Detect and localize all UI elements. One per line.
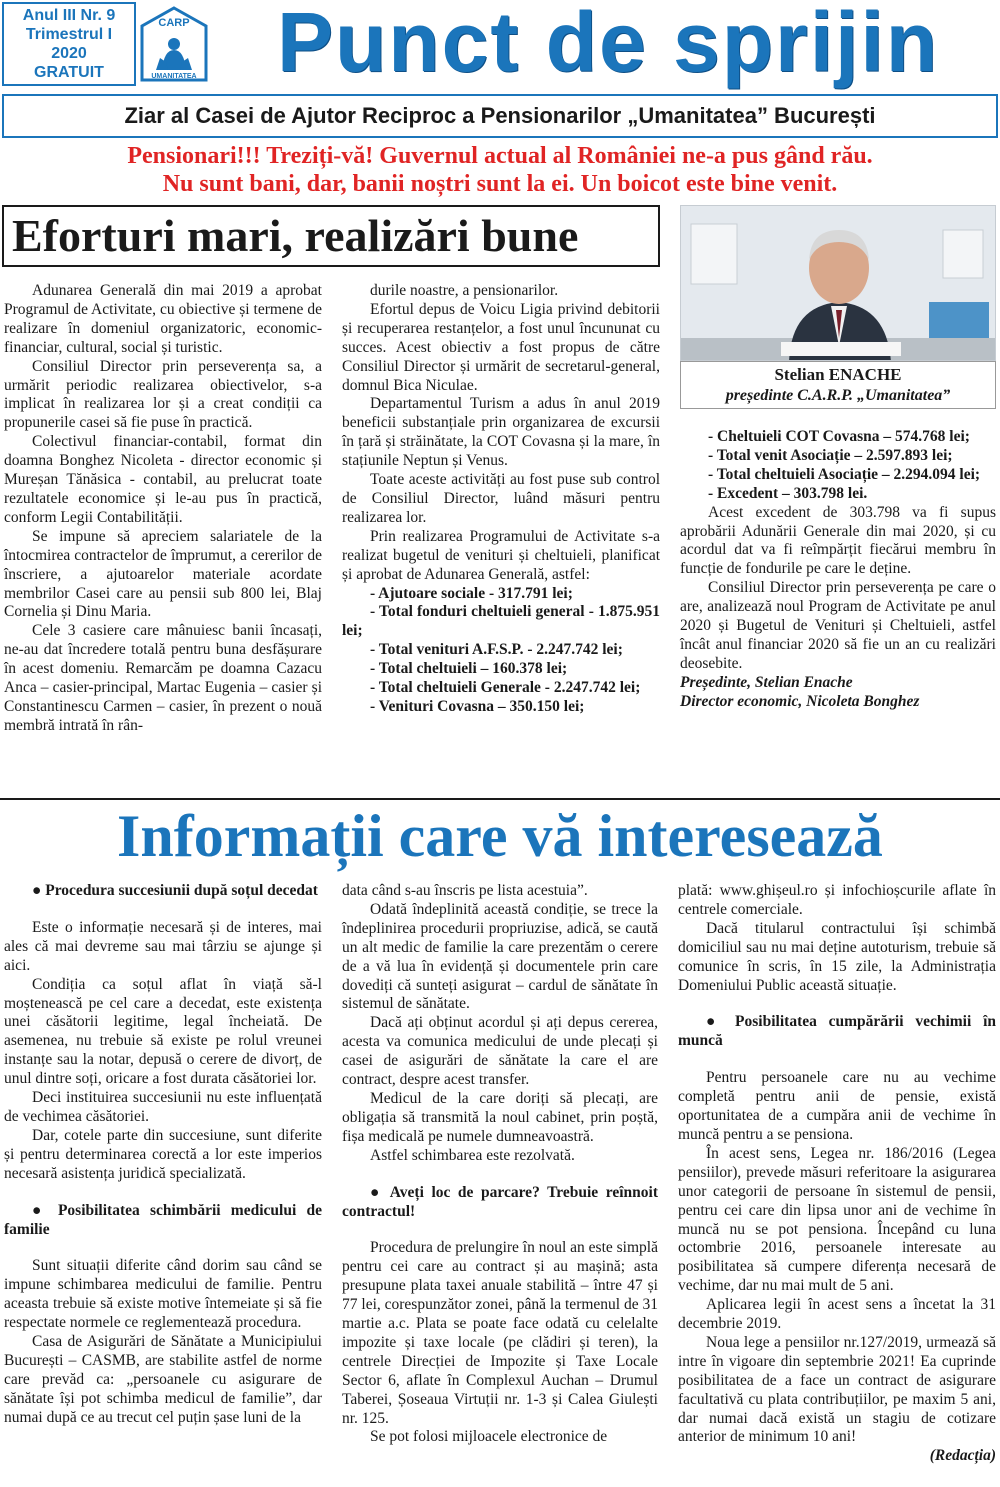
paragraph: plată: www.ghișeul.ro și infochioșcurile aflate în centrele comerciale. [678, 882, 996, 918]
paragraph: În acest sens, Legea nr. 186/2016 (Legea pensiilor), prevede măsuri referitoare la asigurarea unor categorii de persoane în sistemul de pensii, pentru cei care din lipsa unor ani de vechime în muncă nu se pot pensiona. Începând cu luna octombrie 2016, persoanele interesate au posibilitatea să cumpere diferența necesară de vechime, dar nu mai mult de 5 ani. [678, 1144, 996, 1295]
issue-quarter: Trimestrul I [25, 26, 113, 43]
paragraph: Colectivul financiar-contabil, format din doamna Bonghez Nicoleta - director economic și Mureșan Tănăsica - contabil, au prelucrat toate rezultatele economice și le-au pus în practică, conform Legii Contabilității. [4, 433, 322, 526]
article-1-column-1 [4, 282, 322, 736]
paragraph: Deci instituirea succesiunii nu este influențată de vechimea căsătoriei. [4, 1089, 322, 1125]
photo-caption [680, 361, 996, 409]
paragraph: Dacă titularul contractului își schimbă domiciliul sau nu mai deține autoturism, trebuie să comunice în scris, în 15 zile, la Administrația Domeniului Public această situație. [678, 919, 996, 994]
paragraph: Consiliul Director prin perseverența sa, a urmărit periodic realizarea obiectivelor, s-a implicat în realizarea lor și a creat condiții ca propunerile casei să fie puse în practică. [4, 357, 322, 432]
paragraph: Consiliul Director prin perseverența pe care o are, analizează noul Program de Activitate pe anul 2020 și Bugetul de Venituri și Cheltuieli, astfel încât anul financiar 2020 să fie un an cu realizări deosebite. [680, 579, 996, 672]
budget-line: - Ajutoare sociale - 317.791 lei; [370, 584, 573, 602]
paragraph: Pentru persoanele care nu au vechime completă pentru anii de pensie, există oportunitatea de a cumpăra anii de vechime în muncă pentru a se pensiona. [678, 1069, 996, 1143]
president-photo [680, 205, 996, 361]
signature-president: Președinte, Stelian Enache [680, 673, 853, 691]
paragraph: Dar, cotele parte din succesiune, sunt diferite și pentru determinarea corectă a lor este imperios necesară asistența juridică specializată. [4, 1126, 322, 1182]
section-heading: ● Aveți loc de parcare? Trebuie reînnoit contractul! [342, 1183, 658, 1220]
paragraph: durile noastre, a pensionarilor. [370, 282, 559, 299]
paragraph: Este o informație necesară și de interes, mai ales că mai devreme sau mai târziu se ajunge și aici. [4, 918, 322, 974]
paragraph: Aplicarea legii în acest sens a încetat la 31 decembrie 2019. [678, 1296, 996, 1333]
article-1-column-3 [680, 428, 996, 712]
budget-line: - Total cheltuieli Asociație – 2.294.094 lei; [708, 465, 981, 483]
issue-year: 2020 [51, 45, 87, 62]
section-heading: ● Posibilitatea cumpărării vechimii în muncă [678, 1013, 996, 1050]
budget-line: - Total cheltuieli Generale - 2.247.742 lei; [370, 679, 641, 697]
paragraph: Se impune să apreciem salariatele de la întocmirea contractelor de împrumut, a cererilor de înscriere, a ajutoarelor materiale acordate membrilor Casei care au pensii sub 800 lei, Blaj Cornelia și Dinu Maria. [4, 527, 322, 621]
budget-line: - Total fonduri cheltuieli general - 1.875.951 lei; [342, 603, 660, 640]
article-2-column-1 [4, 882, 322, 1428]
paragraph: Medicul de la care doriți să plecați, are obligația să transmită la noul cabinet, prin poștă, fișa medicală pe numele dumneavoastră. [342, 1089, 658, 1145]
article-2-column-2 [342, 882, 658, 1447]
signature-director: Director economic, Nicoleta Bonghez [680, 692, 920, 710]
paragraph: Prin realizarea Programului de Activitate s-a realizat bugetul de venituri și cheltuieli, planificat și aprobat de Adunarea Generală, astfel: [342, 527, 660, 583]
carp-logo [138, 4, 210, 86]
caption-name: Stelian ENACHE [774, 365, 902, 384]
issue-number: Anul III Nr. 9 [22, 7, 116, 24]
budget-line: - Total venituri A.F.S.P. - 2.247.742 lei; [370, 641, 623, 659]
section-heading: ● Posibilitatea schimbării medicului de familie [4, 1201, 322, 1238]
article-2-headline: Informații care vă interesează [117, 803, 883, 869]
newspaper-subtitle: Ziar al Casei de Ajutor Reciproc a Pensionarilor „Umanitatea” București [2, 94, 998, 138]
article-2-column-3 [678, 882, 996, 1466]
newspaper-title: Punct de sprijin [276, 0, 940, 89]
paragraph: Casa de Asigurări de Sănătate a Municipiului București – CASMB, are stabilite astfel de norme care prevăd ca: „persoanele cu asigurare de sănătate își pot schimba medicul de familie”, dar numai după ce au trecut cel puțin șase luni de la [4, 1333, 322, 1426]
paragraph: data când s-au înscris pe lista acestuia”. [342, 882, 588, 899]
caption-role: președinte C.A.R.P. „Umanitatea” [725, 387, 951, 404]
budget-line: - Cheltuieli COT Covasna – 574.768 lei; [708, 428, 970, 445]
paragraph: Se pot folosi mijloacele electronice de [370, 1428, 608, 1446]
warning-banner [0, 142, 1000, 198]
paragraph: Departamentul Turism a adus în anul 2019 beneficii substanțiale prin organizarea de excursii în țară și străinătate, la COT Covasna și la mare, în stațiunile Neptun și Venus. [342, 395, 660, 470]
paragraph: Astfel schimbarea este rezolvată. [370, 1146, 575, 1164]
paragraph: Acest excedent de 303.798 va fi supus aprobării Adunării Generale din mai 2020, și cu acordul dat va fi reîmpărțit fiecărui membru în funcție de fondurile pe care le deține. [680, 503, 996, 578]
signature-editorial: (Redacția) [929, 1447, 996, 1465]
paragraph: Toate aceste activități au fost puse sub control de Consiliul Director, luând măsuri pentru realizarea lor. [342, 471, 660, 526]
logo-bottom-text: UMANITATEA [151, 73, 197, 80]
section-heading: ● Procedura succesiunii după soțul decedat [32, 882, 318, 899]
budget-line: - Total cheltuieli – 160.378 lei; [370, 660, 568, 678]
issue-price: GRATUIT [34, 64, 104, 81]
article-1-headline: Eforturi mari, realizări bune [2, 205, 660, 267]
issue-info-box [2, 2, 136, 86]
warning-line-2: Nu sunt bani, dar, banii noștri sunt la ei. Un boicot este bine venit. [162, 171, 838, 197]
warning-line-1: Pensionari!!! Treziți-vă! Guvernul actual al României ne-a pus gând rău. [127, 143, 873, 169]
paragraph: Noua lege a pensiilor nr.127/2019, urmează să intre în vigoare din septembrie 2021! Ea cuprinde posibilitatea de a face un contract de asigurare facultativă cu plata contribuțiilor, pe maxim 5 ani, dar numai dacă există un stagiu de cotizare anterior de minimum 10 ani! [678, 1333, 996, 1446]
paragraph: Dacă ați obținut acordul și ați depus cererea, acesta va comunica medicului de unde plecați și casei de asigurări de sănătate la care el are contract, despre acest transfer. [342, 1014, 658, 1089]
budget-line: - Venituri Covasna – 350.150 lei; [370, 697, 585, 715]
budget-line: - Total venit Asociație – 2.597.893 lei; [708, 446, 953, 464]
portrait-illustration [681, 206, 996, 361]
budget-line: - Excedent – 303.798 lei. [708, 484, 868, 502]
paragraph: Adunarea Generală din mai 2019 a aprobat Programul de Activitate, cu obiective și termene de realizare în domeniul organizatoric, economic-financiar, cultural, social și turistic. [4, 282, 322, 356]
logo-top-text: CARP [158, 17, 190, 29]
paragraph: Sunt situații diferite când dorim sau când se impune schimbarea medicului de familie. Pentru aceasta trebuie să existe motive întemeiate și să fie respectate normele ce reglementează procedura. [4, 1257, 322, 1332]
paragraph: Condiția ca soțul aflat în viață să-l moștenească pe cel care a decedat, este existența unei căsătorii legitime, legal încheiată. De asemenea, nu trebuie să existe pe rolul vreunei instanțe sau la notar, depusă o cerere de divorț, de unul dintre soți, oricare a fost durata căsătoriei lor. [4, 975, 322, 1088]
article-1-column-2 [342, 282, 660, 717]
paragraph: Odată îndeplinită această condiție, se trece la îndeplinirea procedurii propriuzise, adică, se caută un alt medic de familie la care prezentăm o cerere de a vă lua în evidență și documentele prin care dovediți că sunteți asigurat – cardul de sănătate în sistemul de sănătate. [342, 900, 658, 1013]
paragraph: Procedura de prelungire în noul an este simplă pentru cei care au contract și au mașină; asta presupune plata taxei anuale stabilită – între 47 și 77 lei, corespunzător zonei, până la termenul de 31 martie a.c. Plata se poate face odată cu celelalte impozite și taxe locale (pe clădiri și teren), la centrele Direcției de Impozite și Taxe Locale Sector 6, aflate în Complexul Auchan – Drumul Taberei, Șoseaua Virtuții nr. 1-3 și Calea Giulești nr. 125. [342, 1239, 658, 1427]
paragraph: Cele 3 casiere care mânuiesc banii încasați, ne-au dat încredere totală pentru buna desfășurare în acest domeniu. Remarcăm pe doamna Cazacu Anca – casier-principal, Martac Eugenia – casier și Constantinescu Carmen – casier, în prezent o nouă membră intrată în rân- [4, 622, 322, 734]
paragraph: Efortul depus de Voicu Ligia privind debitorii și recuperarea restanțelor, a fost unul încununat cu succes. Acest obiectiv a fost propus de către Consiliul Director și urmărit de secretarul-general, domnul Bica Niculae. [342, 300, 660, 394]
